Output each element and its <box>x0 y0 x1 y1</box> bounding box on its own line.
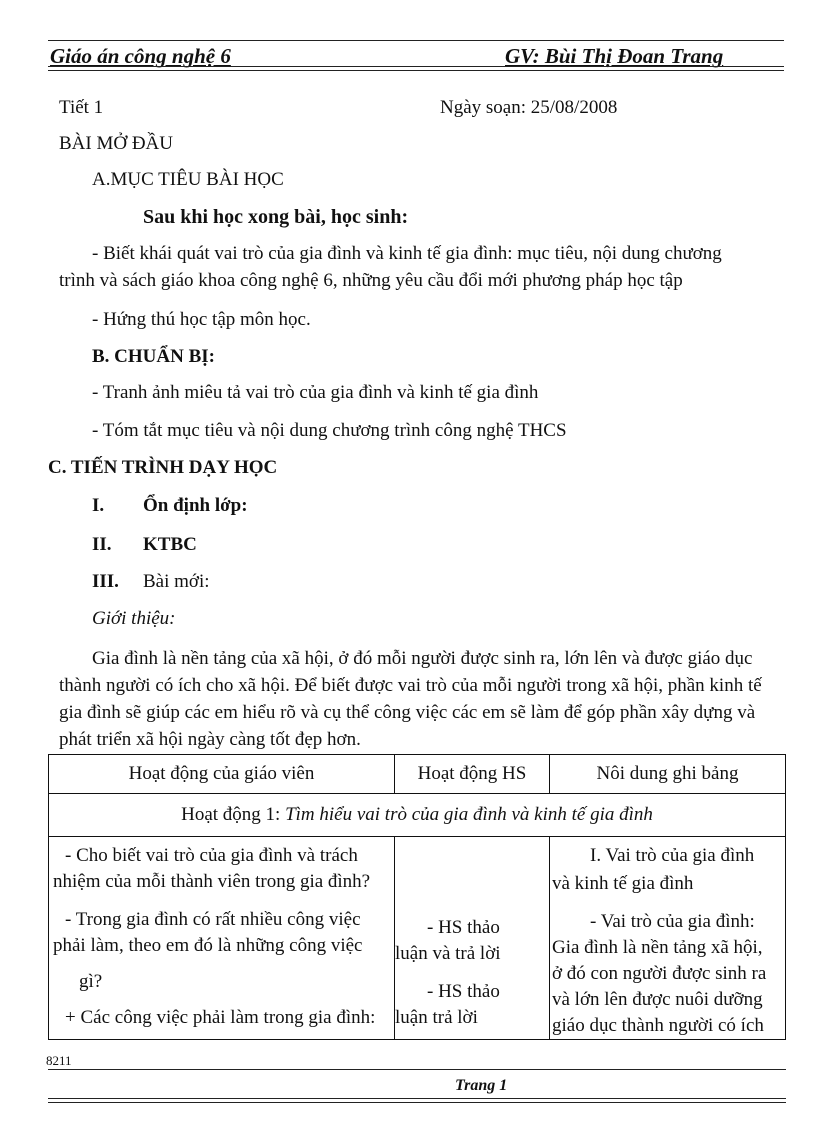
activity-title-cell <box>49 794 786 837</box>
teacher-line: - Cho biết vai trò của gia đình và trách <box>65 845 358 866</box>
item-1-text: Ổn định lớp: <box>143 495 248 516</box>
board-line: và lớn lên được nuôi dưỡng <box>552 989 763 1010</box>
table-header-row <box>49 755 786 794</box>
table-row <box>49 837 786 1040</box>
header-rule-2 <box>48 70 784 71</box>
board-line: ở đó con người được sinh ra <box>552 963 767 984</box>
intro-label: Giới thiệu: <box>92 608 176 629</box>
activity-label: Hoạt động 1: <box>181 804 286 825</box>
section-b-bullet-1: - Tranh ảnh miêu tả vai trò của gia đình và kinh tế gia đình <box>92 382 539 403</box>
column-header-board: Nôi dung ghi bảng <box>550 755 786 794</box>
footer-rule-1 <box>48 1069 786 1070</box>
activity-row <box>49 794 786 837</box>
student-cell <box>395 837 550 1040</box>
item-3-text: Bài mới: <box>143 571 210 592</box>
student-line: - HS thảo <box>427 917 500 938</box>
teacher-line: nhiệm của mỗi thành viên trong gia đình? <box>53 871 371 892</box>
item-3-number: III. <box>92 571 119 592</box>
lesson-period: Tiết 1 <box>59 97 104 118</box>
header-rule-1 <box>48 66 784 67</box>
activity-title: Tìm hiểu vai trò của gia đình và kinh tế gia đình <box>285 804 653 825</box>
student-line: luận và trả lời <box>395 943 501 964</box>
activity-table <box>48 754 786 1040</box>
teacher-line: phải làm, theo em đó là những công việc <box>53 935 363 956</box>
section-c-heading: C. TIẾN TRÌNH DẠY HỌC <box>48 457 278 478</box>
header-subject: Giáo án công nghệ 6 <box>50 44 231 68</box>
intro-line-4: phát triển xã hội ngày càng tốt đẹp hơn. <box>59 729 361 750</box>
teacher-cell <box>49 837 395 1040</box>
teacher-line: gì? <box>79 971 103 992</box>
intro-line-1: Gia đình là nền tảng của xã hội, ở đó mỗi người được sinh ra, lớn lên và được giáo dục <box>92 648 753 669</box>
section-a-heading: A.MỤC TIÊU BÀI HỌC <box>92 169 284 190</box>
section-a-bullet-1-line-1: - Biết khái quát vai trò của gia đình và kinh tế gia đình: mục tiêu, nội dung chương <box>92 243 722 264</box>
column-header-teacher: Hoạt động của giáo viên <box>49 755 395 794</box>
board-line: I. Vai trò của gia đình <box>590 845 755 866</box>
board-line: Gia đình là nền tảng xã hội, <box>552 937 763 958</box>
board-line: và kinh tế gia đình <box>552 873 694 894</box>
item-2-text: KTBC <box>143 534 197 555</box>
board-line: - Vai trò của gia đình: <box>590 911 755 932</box>
section-b-bullet-2: - Tóm tắt mục tiêu và nội dung chương trình công nghệ THCS <box>92 420 567 441</box>
footer-rule-2 <box>48 1098 786 1099</box>
student-line: - HS thảo <box>427 981 500 1002</box>
section-a-subheading: Sau khi học xong bài, học sinh: <box>143 206 409 228</box>
intro-line-2: thành người có ích cho xã hội. Để biết được vai trò của mỗi người trong xã hội, phần kinh tế <box>59 675 762 696</box>
footer-page-number: Trang 1 <box>455 1077 508 1094</box>
item-2-number: II. <box>92 534 112 555</box>
intro-line-3: gia đình sẽ giúp các em hiểu rõ và cụ thể công việc các em sẽ làm để góp phần xây dựng và <box>59 702 756 723</box>
section-a-bullet-1-line-2: trình và sách giáo khoa công nghệ 6, những yêu cầu đổi mới phương pháp học tập <box>59 270 683 291</box>
footer-rule-3 <box>48 1102 786 1103</box>
lesson-date: Ngày soạn: 25/08/2008 <box>440 97 618 118</box>
footer-code: 8211 <box>46 1053 72 1068</box>
column-header-student: Hoạt động HS <box>395 755 550 794</box>
board-cell <box>550 837 786 1040</box>
header-teacher: GV: Bùi Thị Đoan Trang <box>505 44 724 68</box>
section-a-bullet-2: - Hứng thú học tập môn học. <box>92 309 311 330</box>
section-b-heading: B. CHUẨN BỊ: <box>92 346 215 367</box>
teacher-line: + Các công việc phải làm trong gia đình: <box>65 1007 376 1028</box>
header-rule-top <box>48 40 784 41</box>
item-1-number: I. <box>92 495 105 516</box>
board-line: giáo dục thành người có ích <box>552 1015 764 1036</box>
lesson-title: BÀI MỞ ĐẦU <box>59 133 173 154</box>
teacher-line: - Trong gia đình có rất nhiều công việc <box>65 909 361 930</box>
student-line: luận trả lời <box>395 1007 478 1028</box>
